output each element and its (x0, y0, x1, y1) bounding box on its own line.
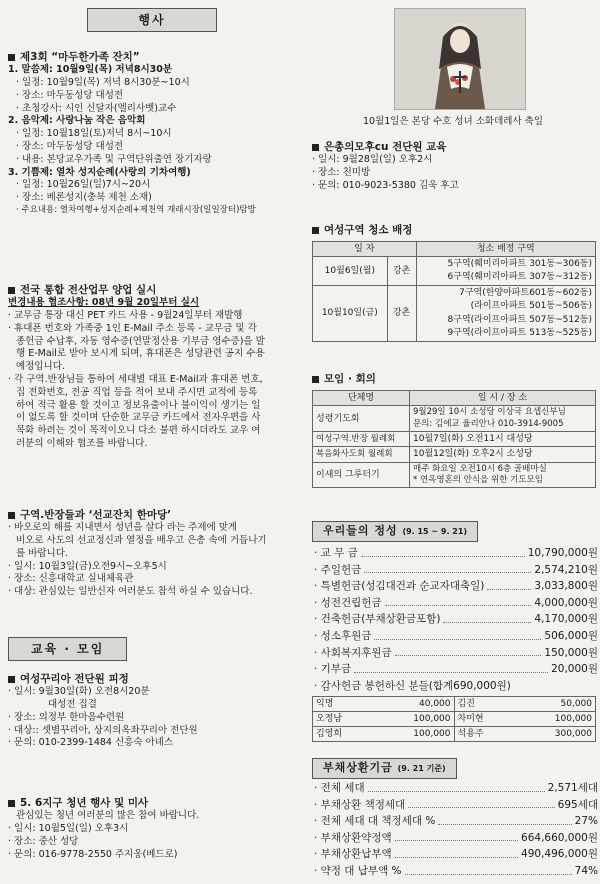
curia-retreat-section: 여성꾸리아 전단원 피정 · 일시: 9월30일(화) 오전8시20분 대성전 집결 · 장소: 의정부 한마음수련원 · 대상:: 셋별꾸리아, 상지의옥좌꾸리아 전단원 · 문의: 010-2399-1484 신흥숙 아녜스 (8, 672, 304, 750)
cleaning-section (312, 223, 600, 342)
festival-section: 제3회 “마두한가족 잔치” 1. 말씀제: 10월9일(목) 저녁8시30분 · 일정: 10월9일(목) 저녁 8시30분~10시 · 장소: 마두동성당 대성전 · 초청강사: 시인 신달자(엘리사벳)교수 2. 음악제: 사랑나눔 작은 음악회 · 일정: 10월18일(토)저녁 8시~10시 · 장소: 마두동성당 대성전 · 내용: 본당교우가족 및 구역단위출연 장기자랑 3. 기쁨제: 열차 성지순례(사랑의 기차여행) · 일정: 10월26일(일)7시~20시 · 장소: 베론성지(충북 제천 소재) · 주요내용: 열차여행+성지순례+제천역 재래시장(일일장터)탐방 (8, 50, 304, 217)
list-item: · 주일헌금 2,574,210원 (314, 563, 598, 576)
list-item: · 부채상환 책정세대 695세대 (314, 798, 598, 811)
section-title: 5. 6지구 청년 행사 및 미사 (8, 796, 304, 810)
computing-section: 전국 통합 전산업무 양업 실시 변경내용 협조사항: 08년 9월 20일부터 실시 · 교무금 통장 대신 PET 카드 사용 - 9월24일부터 재발행 · 휴대폰 번호와 가족중 1인 E-Mail 주소 등록 - 교무금 및 각 종헌금 수납후, 자동 영수증(연말정산용 기부금 영수증)을 발 행 E-Mail로 받아 보시게 되며, 휴대폰은 성당관련 공지 수용 예정입니다. · 각 구역.반장님들 통하여 세대별 대표 E-Mail과 휴대폰 번호, 집 전화번호, 전공 직업 등을 적어 보내 주시면 교적에 등록 하여 적극 활용 할 것이고 정보유출이나 불이익이 생기는 일 이 없도록 할 것이며 단순한 교무금 카드에서 전자우편을 사 목화 하려는 것이 목적이오니 다소 불편 하시더라도 교우 여 러분의 이해와 협조를 바랍니다. (8, 283, 304, 451)
table-row: 익명 40,000 김진 50,000 (313, 697, 596, 712)
youth-mass-section: 5. 6지구 청년 행사 및 미사 관심있는 청년 여러분의 많은 참여 바랍니다. · 일시: 10월5일(일) 오후3시 · 장소: 중산 성당 · 문의: 016-9778-2550 주지웅(베드로) (8, 796, 304, 861)
table-row: 10월6일(월) 강촌 5구역(훼미리아파트 301동~306동) 6구역(훼미리아파트 307동~312동) (313, 257, 596, 286)
bullet-square-icon (8, 54, 15, 61)
list-item: · 건축헌금(부채상환금포함) 4,170,000원 (314, 613, 598, 626)
section-title: 제3회 “마두한가족 잔치” (8, 50, 304, 64)
table-row: 이새의 그루터기 매주 화요일 오전10시 6층 골배마실 * 연옥영혼의 안식을 위한 기도모임 (313, 462, 596, 488)
bullet-square-icon (8, 512, 15, 519)
table-header-row: 단체명 일 시 / 장 소 (313, 391, 596, 406)
section-title: 전국 통합 전산업무 양업 실시 (8, 283, 304, 297)
section-title: 여성꾸리아 전단원 피정 (8, 672, 304, 686)
bullet-square-icon (8, 287, 15, 294)
bullet-square-icon (312, 144, 319, 151)
feast-caption: 10월1일은 본당 수호 성녀 소화데레사 축일 (362, 116, 544, 127)
section-title: 여성구역 청소 배정 (312, 223, 600, 237)
donations-header: 우리들의 정성 (9. 15 ~ 9. 21) (312, 521, 600, 542)
list-item: · 특별헌금(성김대건과 순교자대축일) 3,033,800원 (314, 580, 598, 593)
list-item: · 사회복지후원금 150,000원 (314, 646, 598, 659)
table-row: 여성구역.반장 월례회 10월7일(화) 오전11시 대성당 (313, 432, 596, 447)
meetings-table (312, 390, 596, 488)
saint-therese-image (394, 8, 526, 110)
table-header-row: 일 자 청소 배정 구역 (313, 242, 596, 257)
debt-header: 부채상환기금 (9. 21 기준) (312, 758, 600, 779)
list-item: · 성소후원금 506,000원 (314, 629, 598, 642)
education-header: 교육 · 모임 (8, 637, 127, 661)
section-title: 구역.반장들과 ‘선교잔치 한마당’ (8, 508, 304, 522)
mission-section: 구역.반장들과 ‘선교잔치 한마당’ · 바오로의 해를 지내면서 성년을 살다 라는 주제에 맞게 비오로 사도의 선교정신과 열정을 배우고 은총 속에 거듭나기 를 바랍니다. · 일시: 10월3일(금)오전9시~오후5시 · 장소: 신흥대학교 실내체육관 · 대상: 관심있는 일반신자 여러분도 참석 하실 수 있습니다. (8, 508, 304, 599)
donations-list (314, 545, 598, 694)
eunchong-section: 은총의모후cu 전단원 교육 · 일시: 9월28일(일) 오후2시 · 장소: 친미방 · 문의: 010-9023-5380 김욱 후고 (312, 140, 600, 193)
list-item: · 전체 세대 대 책정세대 % 27% (314, 815, 598, 828)
table-row: 성령기도회 9월29일 10시 소성당 이상국 요셉신부님 문의: 김에교 율리안나 010-3914-9005 (313, 406, 596, 432)
donors-table (312, 696, 596, 742)
list-item: · 전체 세대 2,571세대 (314, 782, 598, 794)
saint-portrait-icon (395, 9, 525, 109)
cleaning-table (312, 241, 596, 341)
table-row: 김영희 100,000 석용주 300,000 (313, 727, 596, 742)
list-item: · 부채상환납부액 490,496,000원 (314, 848, 598, 861)
debt-list (314, 780, 598, 880)
bullet-square-icon (8, 676, 15, 683)
section-title: 모임 · 회의 (312, 372, 600, 386)
meetings-section (312, 372, 600, 488)
events-header: 행사 (0, 8, 304, 32)
list-item: · 교 무 금 10,790,000원 (314, 547, 598, 559)
bullet-square-icon (312, 227, 319, 234)
list-item: · 감사헌금 봉헌하신 분들(합계690,000원) (314, 679, 511, 692)
list-item: · 약정 대 납부액 % 74% (314, 864, 598, 877)
section-title: 은총의모후cu 전단원 교육 (312, 140, 600, 154)
list-item: · 부채상환약정액 664,660,000원 (314, 831, 598, 844)
table-row: 복음화사도회 월례회 10월12일(화) 오후2시 소성당 (313, 447, 596, 462)
bullet-square-icon (312, 376, 319, 383)
list-item: · 기부금 20,000원 (314, 663, 598, 676)
bullet-square-icon (8, 800, 15, 807)
list-item: · 성전건립헌금 4,000,000원 (314, 596, 598, 609)
table-row: 10월10일(금) 강촌 7구역(한양아파트601동~602동) (라이프아파트 501동~506동) 8구역(라이프아파트 507동~512동) 9구역(라이프아파트 513동~525동) (313, 286, 596, 341)
table-row: 오정남 100,000 차미현 100,000 (313, 712, 596, 727)
